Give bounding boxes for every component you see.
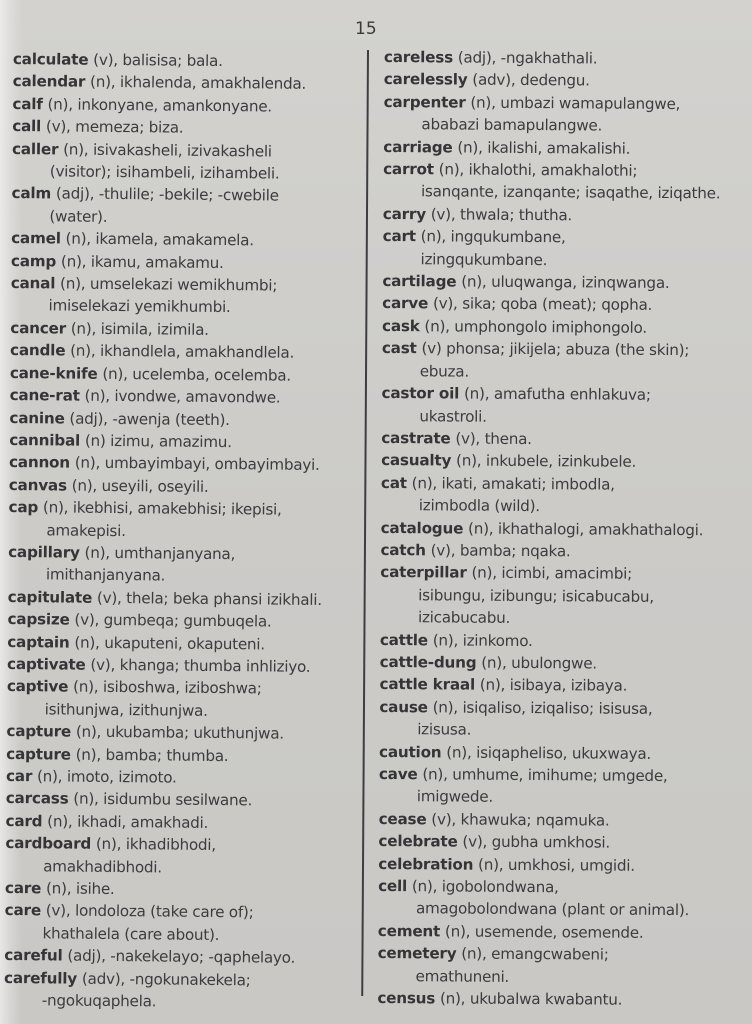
- dictionary-entry: [379, 808, 744, 833]
- dictionary-entry: [7, 653, 357, 679]
- dictionary-entry: [7, 608, 357, 634]
- definition: (n), ikhandlela, amakhandlela.: [70, 341, 295, 362]
- dictionary-entry: [13, 70, 363, 96]
- dictionary-entry: [380, 561, 745, 608]
- headword: carefully: [3, 968, 78, 988]
- definition: (n), umthanjanyana,: [84, 543, 236, 564]
- dictionary-entry: [7, 675, 357, 723]
- definition: (v), thela; beka phansi izikhali.: [96, 588, 322, 609]
- definition: (n), ikhadi, amakhadi.: [47, 812, 209, 832]
- headword: calculate: [12, 49, 89, 69]
- definition: (n), isibaya, izibaya.: [479, 676, 628, 696]
- definition: (n), uluqwanga, izinqwanga.: [461, 272, 670, 293]
- headword: caller: [11, 139, 59, 159]
- dictionary-entry: [5, 832, 355, 880]
- headword: canal: [10, 274, 56, 293]
- dictionary-entry: [380, 651, 745, 676]
- headword: captive: [6, 677, 69, 696]
- definition: (n), umselekazi wemikhumbi;: [60, 274, 278, 295]
- definition-continuation: isibungu, izibungu; isicabucabu,: [418, 586, 654, 606]
- definition: (n), isimila, izimila.: [70, 319, 209, 339]
- definition: (n), ukubalwa kwabantu.: [439, 989, 623, 1009]
- headword: canvas: [8, 475, 67, 495]
- definition: (n), igobolondwana,: [411, 877, 559, 897]
- dictionary-entry: [379, 741, 744, 766]
- headword: capitulate: [7, 587, 93, 607]
- dictionary-entry: [13, 48, 363, 74]
- dictionary-entry: [383, 158, 748, 205]
- dictionary-entry: [378, 830, 743, 855]
- definition: (adv), dedengu.: [472, 71, 590, 90]
- definition: (n), ivondwe, amavondwe.: [84, 386, 281, 407]
- headword: careless: [383, 47, 454, 67]
- definition: (n), ikati, amakati; imbodla,: [411, 473, 615, 494]
- definition: (n), emangcwabeni;: [461, 944, 609, 964]
- headword: cast: [381, 339, 417, 358]
- right-column: [377, 46, 749, 1012]
- dictionary-entry: [9, 429, 359, 455]
- dictionary-entry: [381, 472, 746, 519]
- definition: (n), ikamela, amakamela.: [65, 229, 254, 250]
- definition: (n), ukaputeni, okaputeni.: [74, 633, 265, 654]
- dictionary-entry: [382, 292, 747, 317]
- definition: (v), memeza; biza.: [45, 117, 184, 137]
- definition: (v), sika; qoba (meat); qopha.: [432, 294, 653, 315]
- definition: (n), ikhathalogi, amakhathalogi.: [467, 519, 704, 539]
- headword: cart: [382, 227, 416, 246]
- definition: (n), ikalishi, amakalishi.: [457, 138, 631, 158]
- definition: (v), londoloza (take care of);: [45, 901, 254, 922]
- definition: (v), bamba; nqaka.: [430, 541, 571, 561]
- headword: cemetery: [377, 944, 457, 963]
- headword: celebrate: [378, 832, 458, 851]
- headword: call: [12, 117, 42, 136]
- definition-continuation: amakhadibhodi.: [43, 856, 162, 877]
- definition: (v), khanga; thumba inhliziyo.: [90, 655, 311, 676]
- definition: (v), thena.: [455, 429, 532, 448]
- definition: (n), umkhosi, umgidi.: [477, 855, 635, 875]
- definition: (n), useyili, oseyili.: [71, 476, 209, 496]
- dictionary-entry: [383, 91, 748, 138]
- headword: capillary: [8, 542, 80, 562]
- headword: candle: [10, 341, 66, 360]
- dictionary-entry: [4, 944, 354, 970]
- definition-continuation: izingqukumbane.: [420, 249, 548, 269]
- headword: carcass: [5, 789, 69, 808]
- dictionary-entry: [10, 384, 360, 410]
- dictionary-entry: [5, 810, 355, 836]
- headword: carelessly: [383, 70, 468, 89]
- dictionary-entry: [382, 225, 747, 272]
- dictionary-entry: [384, 68, 749, 93]
- dictionary-entry: [378, 875, 743, 922]
- headword: cannon: [8, 453, 71, 472]
- definition: (n), ikhalothi, amakhalothi;: [438, 160, 638, 180]
- dictionary-entry: [9, 474, 359, 500]
- headword: cattle-dung: [379, 652, 477, 672]
- dictionary-entry: [10, 362, 360, 388]
- definition: (n), izinkomo.: [432, 630, 533, 650]
- definition: (v), gubha umkhosi.: [462, 832, 611, 852]
- dictionary-entry: [379, 763, 744, 810]
- headword: carry: [382, 204, 427, 224]
- headword: census: [377, 989, 436, 1008]
- definition-continuation: amagobolondwana (plant or animal).: [415, 899, 690, 920]
- headword: cell: [378, 877, 408, 896]
- dictionary-entry: [382, 337, 747, 384]
- definition-continuation: ukastroli.: [419, 406, 487, 426]
- headword: calf: [12, 94, 43, 114]
- headword: captivate: [7, 654, 86, 674]
- definition: (adj), -thulile; -bekile; -cwebile: [55, 184, 279, 205]
- headword: care: [4, 878, 42, 898]
- dictionary-entry: [6, 765, 356, 791]
- dictionary-entry: [7, 631, 357, 657]
- definition: (n), umbayimbayi, ombayimbayi.: [74, 453, 320, 475]
- dictionary-entry: [8, 541, 358, 589]
- headword: catch: [380, 540, 426, 560]
- headword: cask: [381, 316, 420, 336]
- dictionary-entry: [380, 606, 745, 631]
- definition: (v), thwala; thutha.: [430, 205, 573, 225]
- dictionary-entry: [383, 203, 748, 228]
- headword: cave: [378, 764, 418, 784]
- headword: car: [5, 766, 33, 786]
- dictionary-entry: [8, 586, 358, 612]
- definition-continuation: izicabucabu.: [417, 608, 511, 628]
- headword: castrate: [381, 428, 451, 448]
- definition: (n), umphongolo imiphongolo.: [424, 317, 647, 337]
- headword: catalogue: [380, 518, 464, 538]
- dictionary-entry: [4, 967, 354, 1015]
- dictionary-entry: [12, 138, 362, 186]
- headword: canine: [9, 408, 65, 428]
- headword: cement: [377, 921, 441, 941]
- headword: cattle: [379, 630, 428, 649]
- definition-continuation: izimbodla (wild).: [418, 496, 540, 516]
- dictionary-entry: [384, 46, 749, 71]
- dictionary-entry: [382, 315, 747, 340]
- headword: cane-knife: [9, 363, 98, 383]
- headword: cardboard: [5, 834, 92, 854]
- definition: (adj), -nakekelayo; -qaphelayo.: [67, 946, 296, 967]
- headword: cane-rat: [9, 386, 80, 405]
- definition-continuation: ababazi bamapulangwe.: [421, 115, 603, 135]
- dictionary-entry: [6, 787, 356, 813]
- definition-continuation: izisusa.: [417, 720, 472, 739]
- definition: (n), umhume, imihume; umgede,: [422, 765, 668, 785]
- dictionary-entry: [9, 406, 359, 432]
- headword: carpenter: [383, 92, 466, 112]
- definition: (n), ingqukumbane,: [420, 227, 566, 247]
- dictionary-entry: [380, 539, 745, 564]
- definition: (v) phonsa; jikijela; abuza (the skin);: [421, 339, 690, 360]
- definition: (n), amafutha enhlakuva;: [463, 384, 651, 404]
- dictionary-entry: [11, 227, 361, 253]
- definition-continuation: (visitor); isihambeli, izihambeli.: [49, 162, 280, 183]
- headword: caution: [379, 742, 442, 762]
- dictionary-entry: [12, 115, 362, 141]
- definition: (n), isiqapheliso, ukuxwaya.: [446, 743, 652, 763]
- dictionary-entry: [381, 382, 746, 429]
- headword: captain: [7, 632, 70, 652]
- headword: caterpillar: [380, 563, 467, 582]
- headword: cartilage: [382, 272, 457, 291]
- dictionary-entry: [11, 182, 361, 230]
- dictionary-entry: [377, 987, 742, 1012]
- headword: cause: [379, 697, 428, 717]
- definition: (n), ikebhisi, amakebhisi; ikepisi,: [42, 498, 282, 519]
- dictionary-entry: [6, 720, 356, 746]
- headword: card: [5, 811, 43, 831]
- dictionary-entry: [381, 427, 746, 452]
- definition: (n), isiqaliso, iziqaliso; isisusa,: [432, 698, 653, 718]
- headword: carrot: [383, 160, 434, 179]
- dictionary-entry: [11, 250, 361, 276]
- definition: (n), inkubele, izinkubele.: [455, 451, 637, 472]
- definition-continuation: khathalela (care about).: [42, 924, 220, 944]
- headword: casualty: [381, 451, 452, 470]
- definition-continuation: imithanjanyana.: [45, 565, 166, 585]
- headword: cat: [380, 473, 407, 492]
- definition-continuation: -ngokuqaphela.: [41, 991, 157, 1011]
- column-divider: [361, 50, 368, 996]
- headword: capsize: [7, 610, 70, 629]
- definition: (n), ikhadibhodi,: [95, 835, 216, 855]
- headword: capture: [6, 744, 71, 764]
- dictionary-entry: [382, 270, 747, 295]
- definition-continuation: imigwede.: [416, 787, 494, 807]
- definition: (n), isivakasheli, izivakasheli: [63, 140, 272, 161]
- dictionary-entry: [10, 339, 360, 365]
- dictionary-entry: [10, 272, 360, 320]
- dictionary-entry: [381, 517, 746, 542]
- dictionary-entry: [8, 496, 358, 544]
- definition-continuation: ebuza.: [419, 361, 470, 381]
- definition: (n), bamba; thumba.: [75, 745, 229, 765]
- dictionary-entry: [380, 629, 745, 654]
- headword: celebration: [378, 854, 474, 874]
- dictionary-entry: [5, 877, 355, 903]
- definition: (n), isiboshwa, iziboshwa;: [73, 677, 262, 698]
- dictionary-entry: [9, 451, 359, 477]
- definition-continuation: imiselekazi yemikhumbi.: [48, 296, 231, 317]
- definition: (adj), -ngakhathali.: [457, 48, 598, 68]
- headword: careful: [4, 946, 63, 965]
- headword: cattle kraal: [379, 675, 476, 695]
- dictionary-entry: [4, 899, 354, 947]
- dictionary-entry: [381, 449, 746, 474]
- headword: cease: [378, 809, 427, 829]
- definition: (n), umbazi wamapulangwe,: [470, 93, 681, 113]
- definition-continuation: emathuneni.: [415, 966, 510, 986]
- dictionary-entry: [378, 853, 743, 878]
- dictionary-entry: [12, 93, 362, 119]
- headword: cannibal: [9, 430, 81, 450]
- definition: (adj), -awenja (teeth).: [69, 409, 230, 429]
- left-column: [4, 48, 363, 1015]
- definition: (n), usemende, osemende.: [444, 922, 644, 942]
- headword: camp: [10, 251, 57, 271]
- dictionary-entry: [377, 942, 742, 989]
- definition: (v), khawuka; nqamuka.: [431, 810, 610, 830]
- definition: (n), ucelemba, ocelemba.: [102, 364, 292, 385]
- definition: (n), ikamu, amakamu.: [60, 252, 224, 272]
- headword: calm: [11, 184, 52, 203]
- definition: (n), ikhalenda, amakhalenda.: [90, 73, 307, 94]
- dictionary-entry: [378, 920, 743, 945]
- definition: (v), gumbeqa; gumbuqela.: [74, 610, 272, 631]
- definition: (v), balisisa; bala.: [93, 50, 223, 71]
- definition: (n), icimbi, amacimbi;: [471, 563, 633, 584]
- definition: (n), ukubamba; ukuthunjwa.: [75, 722, 284, 743]
- definition: (n), inkonyane, amankonyane.: [47, 95, 273, 116]
- headword: carve: [382, 294, 429, 313]
- headword: cap: [8, 498, 39, 517]
- headword: care: [4, 901, 42, 920]
- dictionary-entry: [383, 136, 748, 161]
- dictionary-entry: [10, 317, 360, 343]
- definition: (n), isihe.: [45, 879, 115, 899]
- dictionary-entry: [379, 696, 744, 743]
- definition-continuation: (water).: [49, 207, 108, 226]
- definition: (n), imoto, izimoto.: [36, 767, 177, 787]
- headword: calendar: [12, 72, 86, 92]
- headword: capture: [6, 722, 72, 741]
- dictionary-entry: [6, 743, 356, 769]
- headword: carriage: [383, 137, 453, 157]
- definition-continuation: isanqante, izanqante; isaqathe, iziqathe.: [420, 182, 721, 203]
- definition: (n) izimu, amazimu.: [84, 431, 232, 452]
- headword: castor oil: [381, 384, 460, 403]
- definition-continuation: isithunjwa, izithunjwa.: [44, 700, 208, 720]
- page-number: 15: [355, 19, 377, 39]
- dictionary-entry: [379, 673, 744, 698]
- definition: (n), isidumbu sesilwane.: [73, 790, 253, 810]
- definition: (n), ubulongwe.: [481, 653, 597, 673]
- headword: cancer: [10, 318, 67, 338]
- definition: (adv), -ngokunakekela;: [81, 969, 251, 989]
- headword: camel: [11, 229, 61, 248]
- definition-continuation: amakepisi.: [46, 520, 126, 540]
